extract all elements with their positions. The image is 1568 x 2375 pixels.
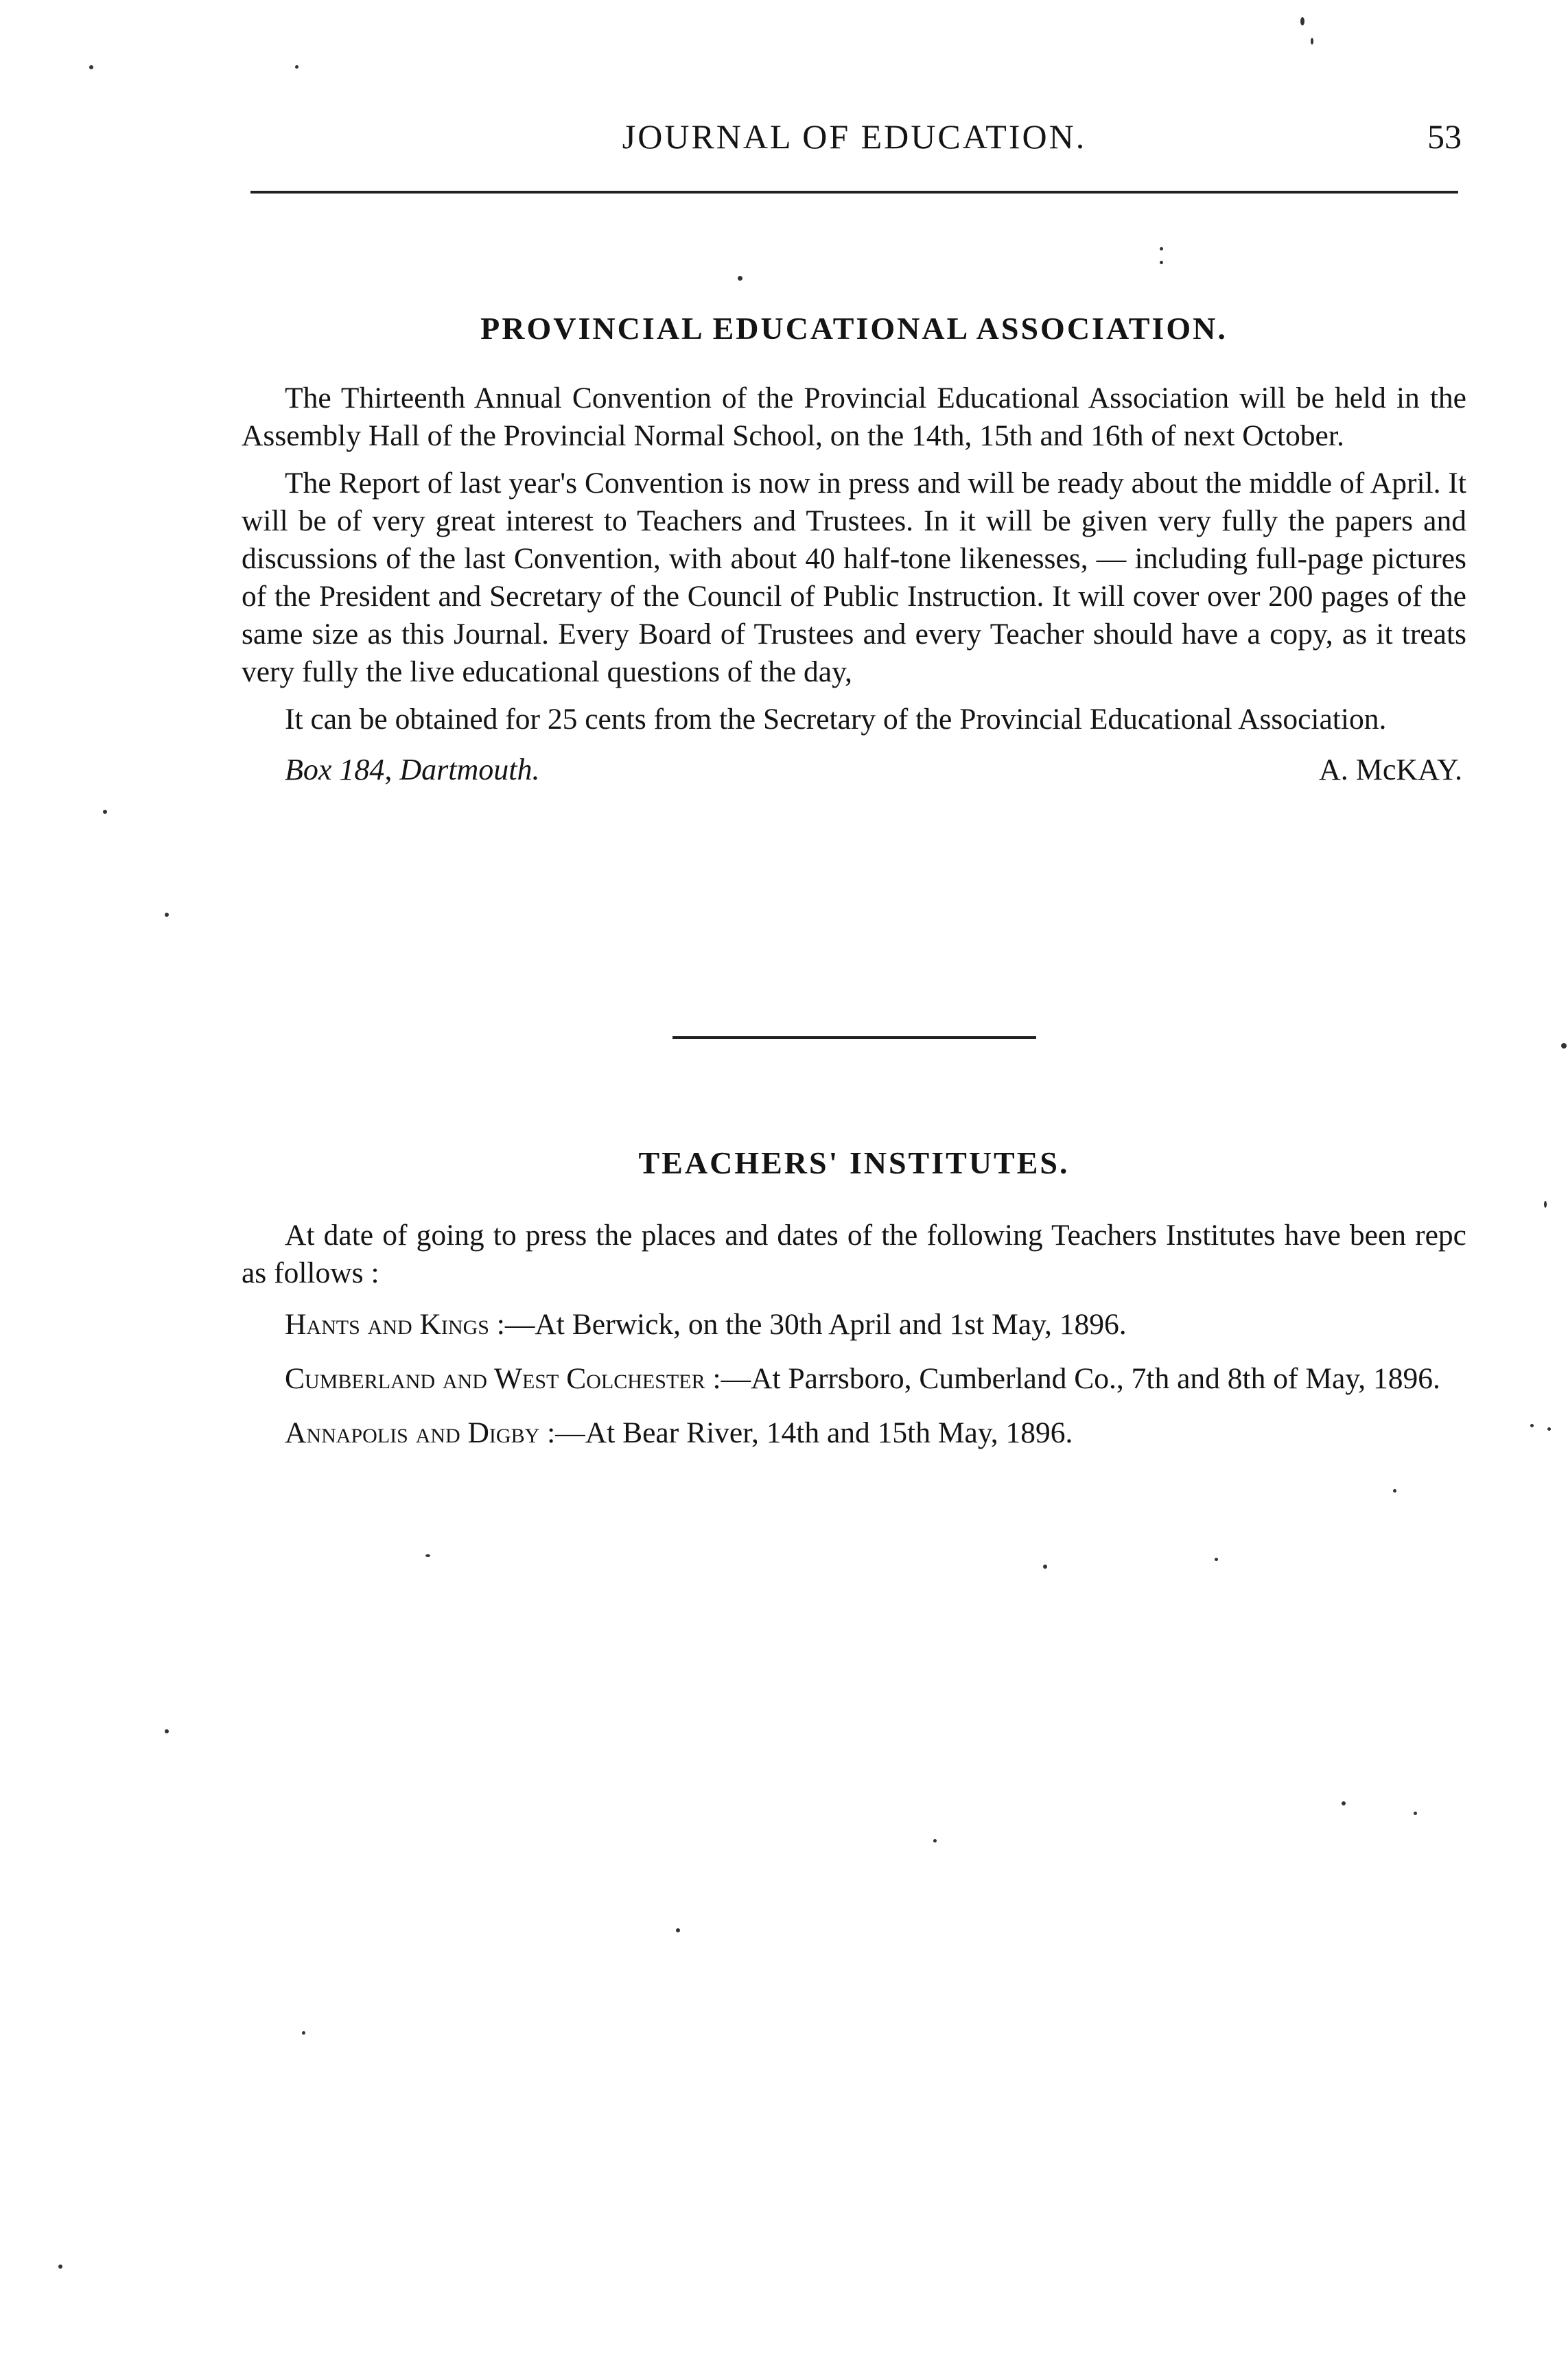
scan-speck — [165, 913, 169, 917]
scan-speck — [933, 1839, 937, 1842]
page-header — [247, 117, 1462, 165]
association-paragraph-2: The Report of last year's Convention is now in press and will be ready about the middle of April. It will be of very great interest to Teachers and Trustees. In it will be given very fully the papers and discussions of the last Convention, with about 40 half-tone likenesses, — including full-page pictures of the President and Secretary of the Council of Public Instruction. It will cover over 200 pages of the same size as this Journal. Every Board of Trustees and every Teacher should have a copy, as it treats very fully the live educational questions of the day, — [242, 467, 1466, 688]
scan-speck — [1311, 38, 1313, 45]
scan-speck — [425, 1554, 430, 1557]
scan-speck — [676, 1928, 680, 1932]
header-rule — [250, 191, 1458, 194]
page-number: 53 — [1427, 117, 1462, 156]
scan-speck — [1393, 1489, 1396, 1493]
institute-entry — [242, 1414, 1466, 1452]
running-title: JOURNAL OF EDUCATION. — [622, 117, 1087, 156]
scan-speck — [1160, 247, 1163, 250]
institute-label: Cumberland and West Colchester — [285, 1362, 705, 1395]
signature-line — [242, 752, 1466, 787]
institutes-section — [242, 1145, 1466, 1452]
institute-details: :—At Berwick, on the 30th April and 1st May, 1896. — [496, 1308, 1127, 1341]
scan-speck — [1414, 1812, 1417, 1815]
association-paragraph-1: The Thirteenth Annual Convention of the Provincial Educational Association will be held in the Assembly Hall of the Provincial Normal School, on the 14th, 15th and 16th of next October. — [242, 382, 1466, 452]
scan-speck — [1547, 1427, 1551, 1431]
institute-label: Hants and Kings — [285, 1308, 489, 1341]
institutes-intro: At date of going to press the places and dates of the following Teachers Institutes have been repc as follows : — [242, 1219, 1466, 1289]
institute-details: :—At Parrsboro, Cumberland Co., 7th and 8th of May, 1896. — [712, 1362, 1440, 1395]
scan-speck — [1544, 1201, 1547, 1208]
scan-speck — [1215, 1558, 1218, 1561]
scan-speck — [1342, 1801, 1346, 1805]
institute-entry — [242, 1360, 1466, 1398]
scan-speck — [103, 810, 107, 814]
scan-speck — [58, 2265, 62, 2269]
institutes-title: TEACHERS' INSTITUTES. — [638, 1145, 1070, 1180]
association-title: PROVINCIAL EDUCATIONAL ASSOCIATION. — [480, 311, 1228, 346]
scan-speck — [738, 276, 742, 281]
scan-speck — [1561, 1043, 1567, 1049]
scan-speck — [1300, 17, 1304, 25]
scan-speck — [295, 65, 299, 69]
institute-label: Annapolis and Digby — [285, 1416, 540, 1449]
scan-speck — [1160, 261, 1163, 264]
association-section — [242, 310, 1466, 787]
association-paragraph-3: It can be obtained for 25 cents from the Secretary of the Provincial Educational Association. — [285, 703, 1387, 736]
address: Box 184, Dartmouth. — [285, 753, 540, 786]
scan-speck — [1043, 1565, 1047, 1569]
scan-speck — [302, 2031, 305, 2035]
scan-speck — [89, 65, 93, 69]
scan-speck — [1530, 1424, 1534, 1427]
institute-entry — [242, 1306, 1466, 1344]
section-divider — [672, 1036, 1036, 1039]
scan-speck — [165, 1729, 169, 1733]
institute-details: :—At Bear River, 14th and 15th May, 1896. — [547, 1416, 1073, 1449]
signature: A. McKAY. — [1318, 753, 1462, 786]
